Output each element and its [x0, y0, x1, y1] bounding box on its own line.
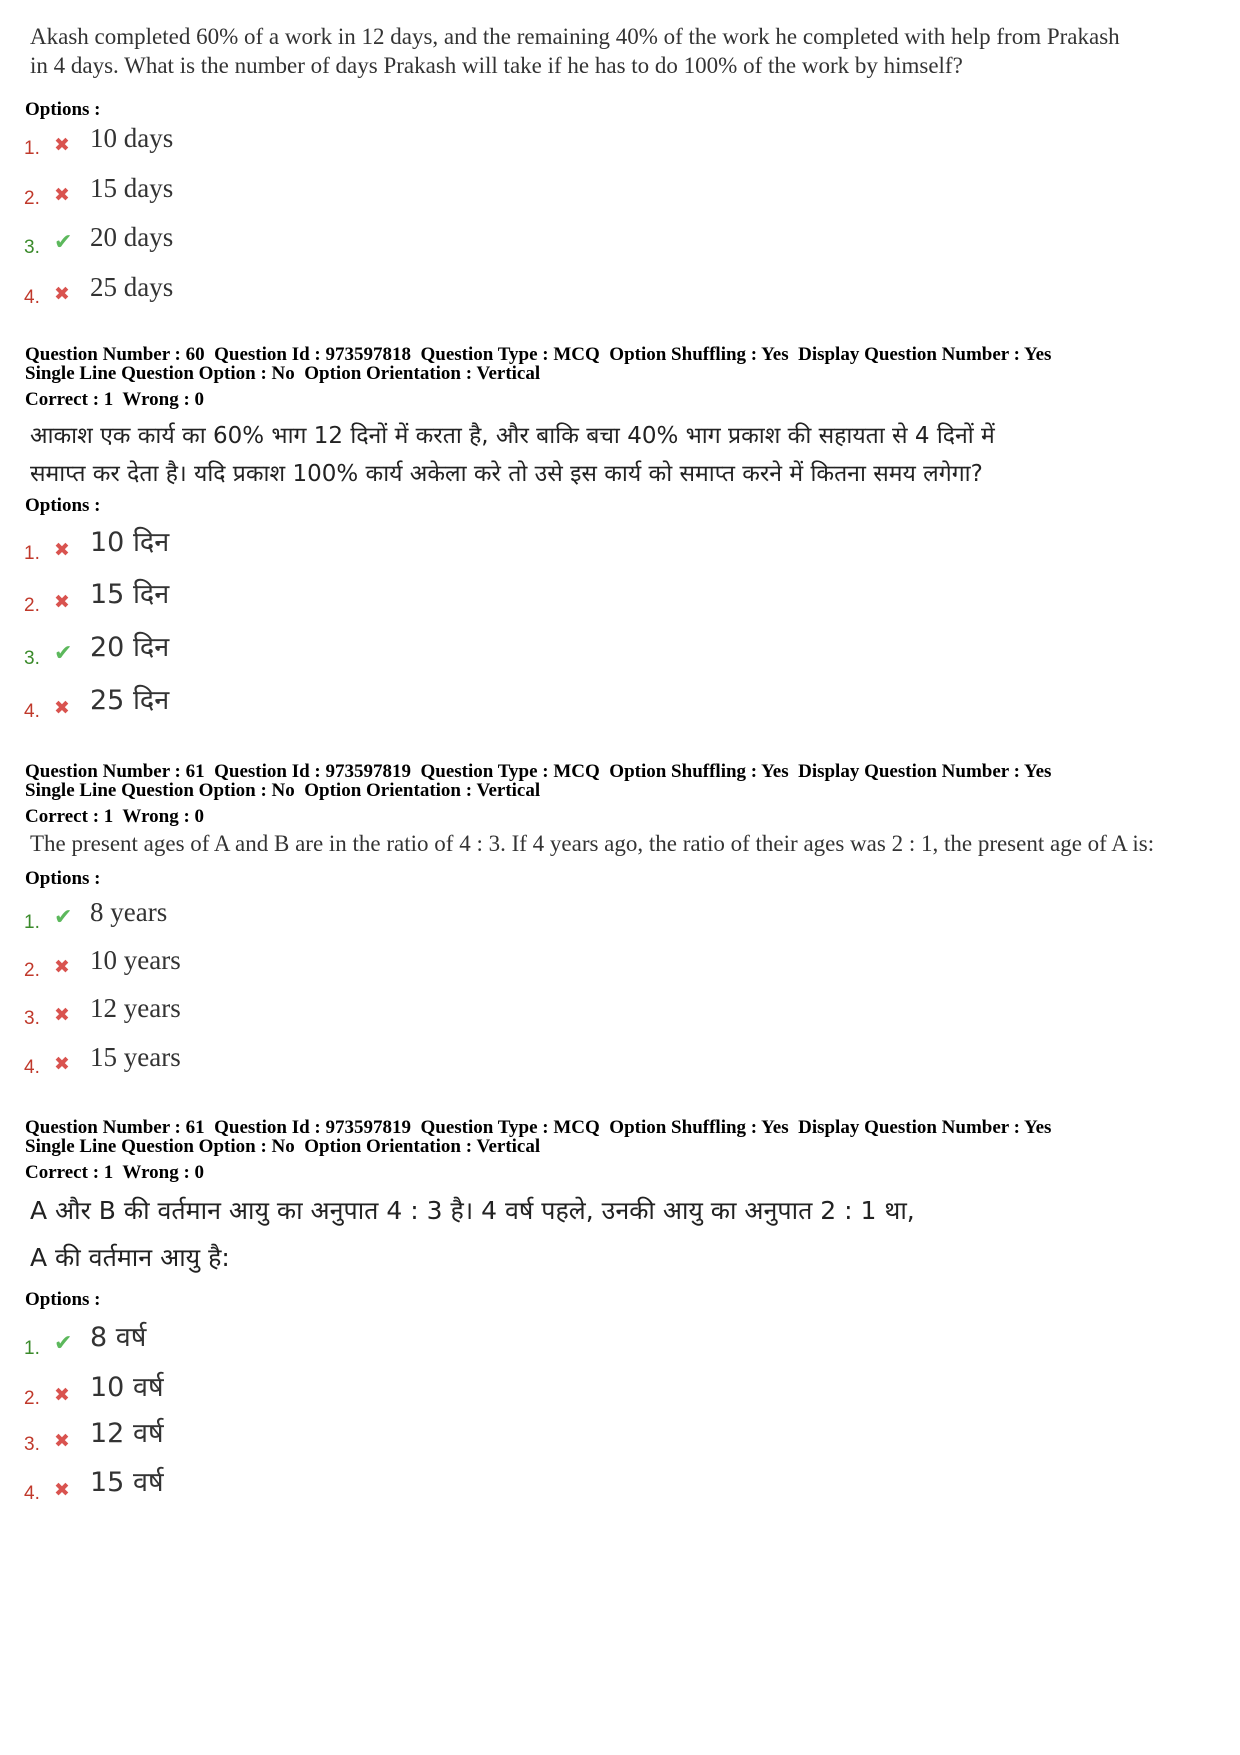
marks-info: Correct : 1 Wrong : 0: [25, 389, 205, 410]
question-meta: Single Line Question Option : No Option Orientation : Vertical: [25, 363, 541, 384]
question-text-line: समाप्त कर देता है। यदि प्रकाश 100% कार्य अकेला करे तो उसे इस कार्य को समाप्त करने में कितना समय लगेगा?: [30, 461, 983, 487]
option-text: 20 दिन: [90, 632, 170, 663]
option-3: [24, 630, 324, 670]
option-text: 15 वर्ष: [90, 1467, 164, 1498]
option-text: 20 days: [90, 222, 174, 252]
cross-icon: ✖: [54, 184, 70, 206]
option-4: [24, 269, 324, 309]
option-number: 4.: [24, 1057, 40, 1078]
check-icon: ✔: [54, 905, 73, 930]
option-1: [24, 894, 324, 934]
cross-icon: ✖: [54, 134, 70, 156]
option-number: 4.: [24, 287, 40, 308]
option-4: [24, 683, 324, 723]
marks-info: Correct : 1 Wrong : 0: [25, 806, 205, 827]
option-text: 10 वर्ष: [90, 1372, 164, 1403]
option-1: [24, 120, 324, 160]
option-number: 2.: [24, 188, 40, 209]
option-4: [24, 1465, 324, 1505]
options-label: Options :: [25, 1289, 101, 1310]
option-text: 10 days: [90, 123, 174, 153]
cross-icon: ✖: [54, 1053, 70, 1075]
option-number: 1.: [24, 912, 40, 933]
option-number: 4.: [24, 701, 40, 722]
option-number: 3.: [24, 648, 40, 669]
option-3: [24, 219, 324, 259]
cross-icon: ✖: [54, 1479, 70, 1501]
option-1: [24, 1320, 324, 1360]
question-meta: Question Number : 61 Question Id : 973597819 Question Type : MCQ Option Shuffling : Yes Display Question Number : Yes: [25, 761, 1052, 782]
cross-icon: ✖: [54, 1004, 70, 1026]
option-number: 4.: [24, 1483, 40, 1504]
question-text-line: Akash completed 60% of a work in 12 days, and the remaining 40% of the work he completed with help from Prakash: [30, 24, 1120, 49]
option-4: [24, 1039, 324, 1079]
option-text: 25 days: [90, 272, 174, 302]
option-text: 8 वर्ष: [90, 1322, 147, 1353]
option-3: [24, 990, 324, 1030]
option-2: [24, 577, 324, 617]
options-label: Options :: [25, 99, 101, 120]
option-2: [24, 170, 324, 210]
option-text: 25 दिन: [90, 685, 170, 716]
check-icon: ✔: [54, 230, 73, 255]
option-text: 15 years: [90, 1042, 181, 1072]
cross-icon: ✖: [54, 1384, 70, 1406]
question-meta: Question Number : 61 Question Id : 973597819 Question Type : MCQ Option Shuffling : Yes Display Question Number : Yes: [25, 1117, 1052, 1138]
option-number: 2.: [24, 595, 40, 616]
question-text-line: The present ages of A and B are in the ratio of 4 : 3. If 4 years ago, the ratio of their ages was 2 : 1, the present age of A is:: [30, 831, 1155, 856]
question-meta: Single Line Question Option : No Option Orientation : Vertical: [25, 780, 541, 801]
option-text: 12 years: [90, 993, 181, 1023]
option-3: [24, 1416, 324, 1456]
option-number: 1.: [24, 543, 40, 564]
option-text: 10 years: [90, 945, 181, 975]
cross-icon: ✖: [54, 539, 70, 561]
check-icon: ✔: [54, 641, 73, 666]
option-1: [24, 525, 324, 565]
cross-icon: ✖: [54, 1430, 70, 1452]
option-number: 1.: [24, 1338, 40, 1359]
cross-icon: ✖: [54, 591, 70, 613]
cross-icon: ✖: [54, 697, 70, 719]
marks-info: Correct : 1 Wrong : 0: [25, 1162, 205, 1183]
option-text: 15 days: [90, 173, 174, 203]
options-label: Options :: [25, 868, 101, 889]
option-number: 2.: [24, 960, 40, 981]
question-text-line: A और B की वर्तमान आयु का अनुपात 4 : 3 है। 4 वर्ष पहले, उनकी आयु का अनुपात 2 : 1 था,: [30, 1196, 915, 1225]
option-2: [24, 1370, 324, 1410]
options-label: Options :: [25, 495, 101, 516]
option-number: 3.: [24, 1008, 40, 1029]
option-text: 8 years: [90, 897, 168, 927]
option-text: 15 दिन: [90, 579, 170, 610]
question-meta: Single Line Question Option : No Option Orientation : Vertical: [25, 1136, 541, 1157]
question-text-line: in 4 days. What is the number of days Prakash will take if he has to do 100% of the work by himself?: [30, 53, 963, 78]
option-text: 10 दिन: [90, 527, 170, 558]
option-2: [24, 942, 324, 982]
cross-icon: ✖: [54, 283, 70, 305]
question-meta: Question Number : 60 Question Id : 973597818 Question Type : MCQ Option Shuffling : Yes Display Question Number : Yes: [25, 344, 1052, 365]
question-text-line: आकाश एक कार्य का 60% भाग 12 दिनों में करता है, और बाकि बचा 40% भाग प्रकाश की सहायता से 4 दिनों में: [30, 423, 995, 449]
option-number: 2.: [24, 1388, 40, 1409]
cross-icon: ✖: [54, 956, 70, 978]
option-number: 3.: [24, 1434, 40, 1455]
option-text: 12 वर्ष: [90, 1418, 164, 1449]
check-icon: ✔: [54, 1331, 73, 1356]
option-number: 1.: [24, 138, 40, 159]
option-number: 3.: [24, 237, 40, 258]
question-text-line: A की वर्तमान आयु है:: [30, 1243, 230, 1272]
